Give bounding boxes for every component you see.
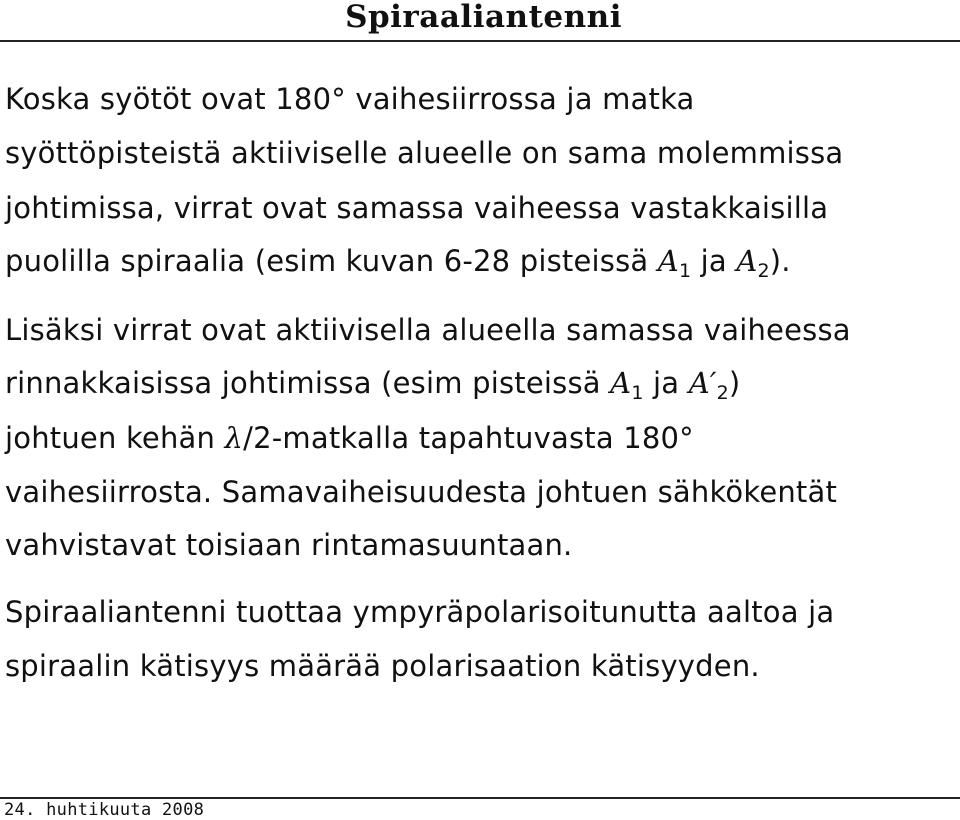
math-a1 <box>610 366 644 404</box>
math-symbol: A′ <box>688 366 717 400</box>
math-subscript: 2 <box>716 382 729 404</box>
math-subscript: 1 <box>631 382 644 404</box>
text-segment: puolilla spiraalia (esim kuvan 6-28 pisteissä <box>5 244 658 278</box>
math-symbol: A <box>610 366 632 400</box>
paragraph-2-line-4: vaihesiirrosta. Samavaiheisuudesta johtuen sähkökentät <box>5 475 838 509</box>
math-subscript: 2 <box>757 260 770 282</box>
math-subscript: 1 <box>678 260 692 282</box>
text-segment: ) <box>728 366 741 400</box>
math-a1 <box>657 244 692 282</box>
text-segment: ja <box>691 244 737 278</box>
paragraph-2-line-2 <box>5 366 740 410</box>
math-a2-prime <box>688 366 729 404</box>
paragraph-1-line-3: johtimissa, virrat ovat samassa vaiheessa vastakkaisilla <box>5 191 829 225</box>
paragraph-1-line-4 <box>5 244 791 288</box>
paragraph-3-line-1: Spiraaliantenni tuottaa ympyräpolarisoitunutta aaltoa ja <box>5 595 835 629</box>
paragraph-1-line-1: Koska syötöt ovat 180° vaihesiirrossa ja matka <box>5 82 695 116</box>
paragraph-2-line-3 <box>5 421 694 455</box>
text-segment: johtuen kehän <box>5 421 225 455</box>
math-symbol: A <box>657 244 679 278</box>
footer-rule <box>0 797 960 799</box>
text-segment: ja <box>643 366 689 400</box>
page-title: Spiraaliantenni <box>345 0 622 35</box>
text-segment: rinnakkaisissa johtimissa (esim pisteissä <box>5 366 611 400</box>
footer-date: 24. huhtikuuta 2008 <box>4 800 205 820</box>
title-rule <box>0 40 960 42</box>
paragraph-2-line-1: Lisäksi virrat ovat aktiivisella alueella samassa vaiheessa <box>5 313 851 347</box>
text-segment: /2-matkalla tapahtuvasta 180° <box>243 421 694 455</box>
math-symbol: A <box>736 244 758 278</box>
paragraph-3-line-2: spiraalin kätisyys määrää polarisaation kätisyyden. <box>5 649 760 683</box>
paragraph-1-line-2: syöttöpisteistä aktiiviselle alueelle on sama molemmissa <box>5 136 844 170</box>
paragraph-2-line-5: vahvistavat toisiaan rintamasuuntaan. <box>5 528 573 562</box>
math-lambda: λ <box>224 421 244 455</box>
math-a2 <box>736 244 770 282</box>
text-segment: ). <box>769 244 791 278</box>
